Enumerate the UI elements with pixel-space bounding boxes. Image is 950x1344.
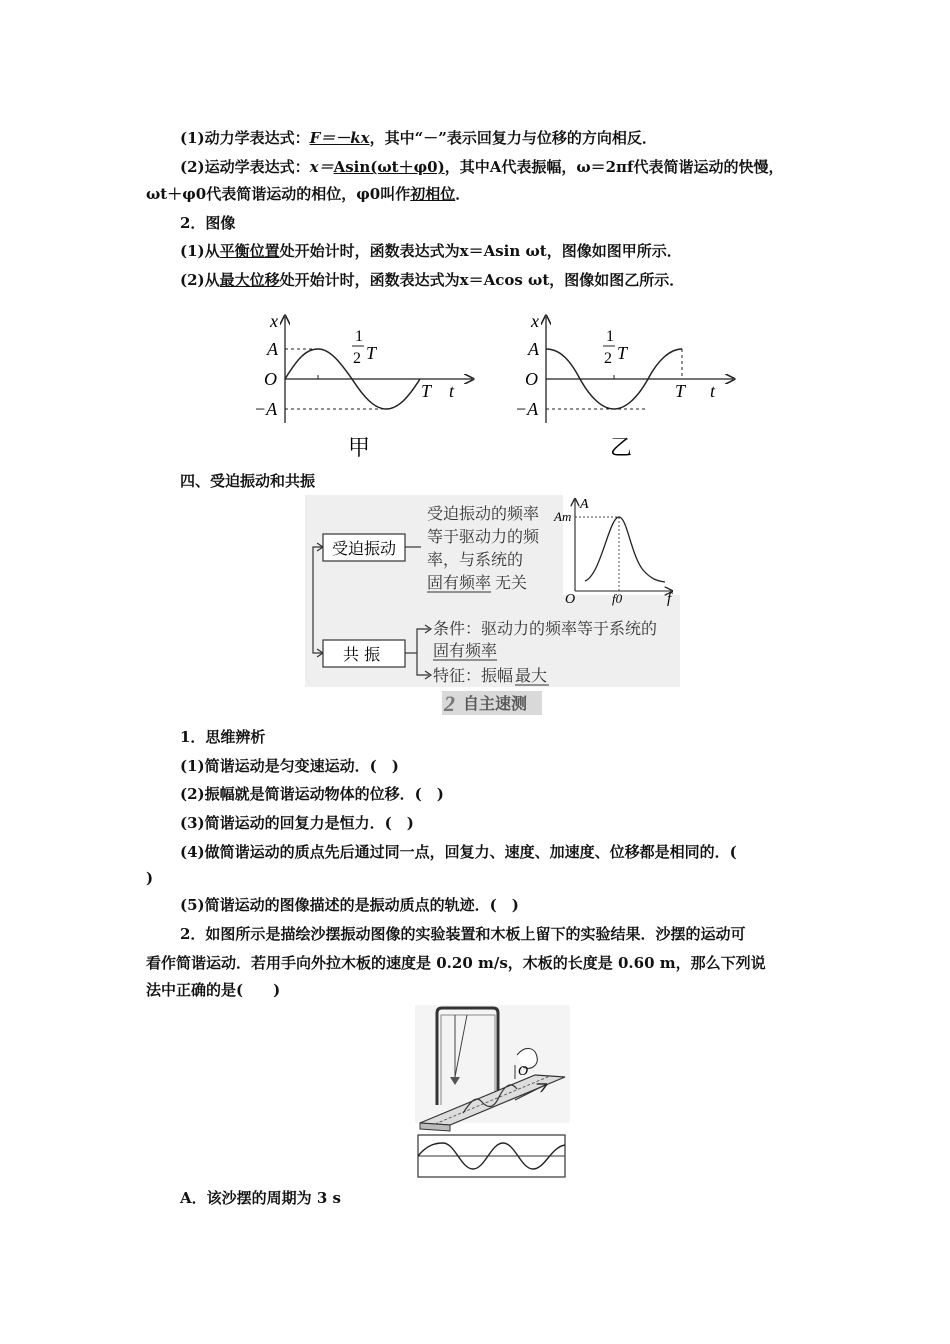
negA-label: −A xyxy=(515,399,539,419)
sine-cosine-graphs xyxy=(250,305,750,465)
T-label: T xyxy=(421,381,432,401)
caption-jia: 甲 xyxy=(348,436,371,461)
A-label: A xyxy=(528,339,539,359)
graph-jia xyxy=(254,311,472,461)
q2-line-1: 2．如图所示是描绘沙摆振动图像的实验装置和木板上留下的实验结果．沙摆的运动可 xyxy=(180,925,746,943)
dynamics-expression-line xyxy=(180,128,657,148)
text: ，其中A代表振幅，ω＝2πf代表简谐运动的快慢， xyxy=(444,158,784,176)
q1-item-1: (1)简谐运动是匀变速运动．( ) xyxy=(180,757,399,775)
text: ，其中“－”表示回复力与位移的方向相反． xyxy=(369,129,657,147)
q1-item-4-close: ) xyxy=(146,869,154,887)
condition-text-2: 固有频率 xyxy=(433,641,498,660)
half-T-label: T xyxy=(366,343,377,363)
underlined-term: 最大位移 xyxy=(219,271,280,289)
badge-text: 自主速测 xyxy=(463,694,528,713)
curve-Am-label: Am xyxy=(554,509,572,524)
feature-text: 特征：振幅 xyxy=(433,666,514,685)
t-label: t xyxy=(449,381,455,401)
O-label: O xyxy=(525,369,538,389)
forced-text-2: 等于驱动力的频 xyxy=(427,527,540,546)
q1-item-3: (3)简谐运动的回复力是恒力．( ) xyxy=(180,814,414,832)
half-den: 2 xyxy=(604,350,612,367)
q1-heading: 1．思维辨析 xyxy=(180,728,266,746)
curve-O-label: O xyxy=(565,592,576,607)
underlined-term: 初相位 xyxy=(410,185,456,203)
forced-box-label: 受迫振动 xyxy=(332,539,397,558)
label: (1)动力学表达式： xyxy=(180,129,310,147)
half-num: 1 xyxy=(355,328,363,345)
condition-text-1: 条件：驱动力的频率等于系统的 xyxy=(433,619,658,638)
q1-item-4: (4)做简谐运动的质点先后通过同一点，回复力、速度、加速度、位移都是相同的．( xyxy=(180,843,737,861)
q2-line-3: 法中正确的是( ) xyxy=(146,981,281,999)
graph-yi xyxy=(515,311,733,461)
text: 处开始计时，函数表达式为x＝Acos ωt，图像如图乙所示． xyxy=(279,271,685,289)
half-T-label: T xyxy=(617,343,628,363)
text: ωt＋φ0代表简谐运动的相位，φ0叫作 xyxy=(146,185,411,203)
negA-label: −A xyxy=(254,399,278,419)
feature-underlined: 最大 xyxy=(515,666,548,685)
kinematics-expression-line xyxy=(180,157,784,177)
x-label: x xyxy=(270,311,278,331)
formula: F＝－kx xyxy=(309,129,370,147)
text: (2)从 xyxy=(180,271,220,289)
text: (1)从 xyxy=(180,242,220,260)
q2-line-2: 看作简谐运动．若用手向外拉木板的速度是 0.20 m/s，木板的长度是 0.60 m，那么下列说 xyxy=(146,954,766,972)
half-num: 1 xyxy=(606,328,614,345)
curve-f0-label: f0 xyxy=(612,591,623,606)
punct: ． xyxy=(455,185,471,203)
A-label: A xyxy=(267,339,278,359)
phase-line xyxy=(146,184,470,204)
caption-yi: 乙 xyxy=(610,436,633,461)
t-label: t xyxy=(710,381,716,401)
curve-A-label: A xyxy=(580,497,589,512)
forced-text-4: 固有频率 xyxy=(427,573,492,592)
formula: Asin(ωt＋φ0) xyxy=(333,158,445,176)
self-test-badge xyxy=(442,691,542,716)
forced-text-1: 受迫振动的频率 xyxy=(427,504,540,523)
resonance-curve-plot xyxy=(553,495,680,607)
half-den: 2 xyxy=(353,350,361,367)
O-label: O xyxy=(264,369,277,389)
x-label: x xyxy=(531,311,539,331)
section4-heading: 四、受迫振动和共振 xyxy=(180,472,316,490)
resonance-box-label: 共 振 xyxy=(343,645,381,664)
forced-text-3: 率，与系统的 xyxy=(427,550,524,569)
underlined-term: 平衡位置 xyxy=(219,242,280,260)
sand-pendulum-figure xyxy=(415,1005,570,1180)
curve-f-label: f xyxy=(667,591,672,607)
forced-vibration-diagram xyxy=(305,495,680,720)
badge-number: 2 xyxy=(444,691,455,716)
q1-item-2: (2)振幅就是简谐运动物体的位移．( ) xyxy=(180,785,444,803)
image-line-2 xyxy=(180,270,684,290)
image-heading: 2．图像 xyxy=(180,214,236,232)
point-O-label: O xyxy=(518,1064,529,1079)
forced-text-4b: 无关 xyxy=(495,573,528,592)
T-label: T xyxy=(675,381,686,401)
image-line-1 xyxy=(180,241,682,261)
text: 处开始计时，函数表达式为x＝Asin ωt，图像如图甲所示． xyxy=(279,242,682,260)
option-A: A．该沙摆的周期为 3 s xyxy=(180,1189,341,1207)
x-symbol: x＝ xyxy=(309,158,334,176)
label: (2)运动学表达式： xyxy=(180,158,310,176)
q1-item-5: (5)简谐运动的图像描述的是振动质点的轨迹．( ) xyxy=(180,896,519,914)
